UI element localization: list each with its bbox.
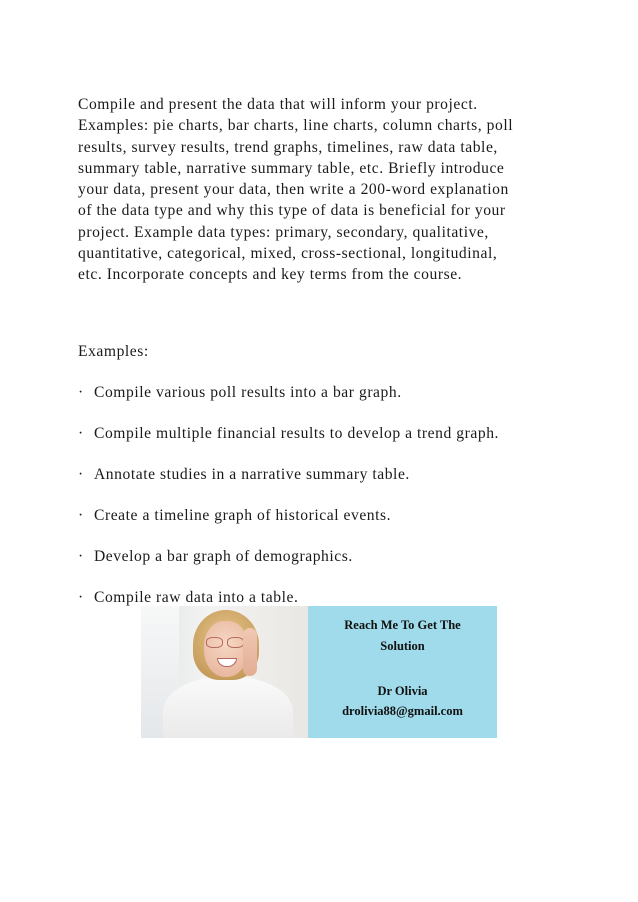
- bullet-marker: ·: [78, 384, 84, 401]
- banner-headline: Reach Me To Get The: [344, 618, 461, 632]
- bullet-marker: ·: [78, 589, 84, 606]
- list-item-text: Develop a bar graph of demographics.: [94, 548, 353, 565]
- intro-line: your data, present your data, then write a 200-word explanation: [78, 181, 509, 199]
- list-item: [78, 546, 499, 587]
- list-item-text: Compile raw data into a table.: [94, 589, 299, 606]
- examples-list: [78, 382, 499, 628]
- list-item-text: Annotate studies in a narrative summary table.: [94, 466, 410, 483]
- bullet-marker: ·: [78, 425, 84, 442]
- list-item: [78, 464, 499, 505]
- examples-heading: Examples:: [78, 343, 149, 360]
- intro-line: results, survey results, trend graphs, timelines, raw data table,: [78, 138, 498, 156]
- list-item-text: Compile various poll results into a bar graph.: [94, 384, 402, 401]
- intro-line: Compile and present the data that will inform your project.: [78, 96, 478, 113]
- bullet-marker: ·: [78, 466, 84, 483]
- list-item: [78, 382, 499, 423]
- intro-line: Examples: pie charts, bar charts, line charts, column charts, poll: [78, 117, 514, 135]
- banner-email[interactable]: drolivia88@gmail.com: [342, 704, 463, 718]
- woman-photo: [141, 606, 308, 738]
- banner-contact-name: Dr Olivia: [377, 684, 428, 698]
- bullet-marker: ·: [78, 507, 84, 524]
- intro-line: summary table, narrative summary table, etc. Briefly introduce: [78, 159, 505, 177]
- contact-banner: [141, 606, 497, 738]
- intro-paragraph: [78, 94, 568, 286]
- bullet-marker: ·: [78, 548, 84, 565]
- banner-headline-2: Solution: [380, 639, 425, 653]
- intro-line: project. Example data types: primary, secondary, qualitative,: [78, 223, 489, 241]
- list-item: [78, 505, 499, 546]
- list-item-text: Compile multiple financial results to develop a trend graph.: [94, 425, 499, 442]
- intro-line: of the data type and why this type of data is beneficial for your: [78, 202, 506, 220]
- banner-text-panel: [308, 606, 497, 738]
- list-item-text: Create a timeline graph of historical events.: [94, 507, 392, 524]
- intro-line: etc. Incorporate concepts and key terms from the course.: [78, 266, 463, 284]
- list-item: [78, 423, 499, 464]
- intro-line: quantitative, categorical, mixed, cross-sectional, longitudinal,: [78, 245, 498, 263]
